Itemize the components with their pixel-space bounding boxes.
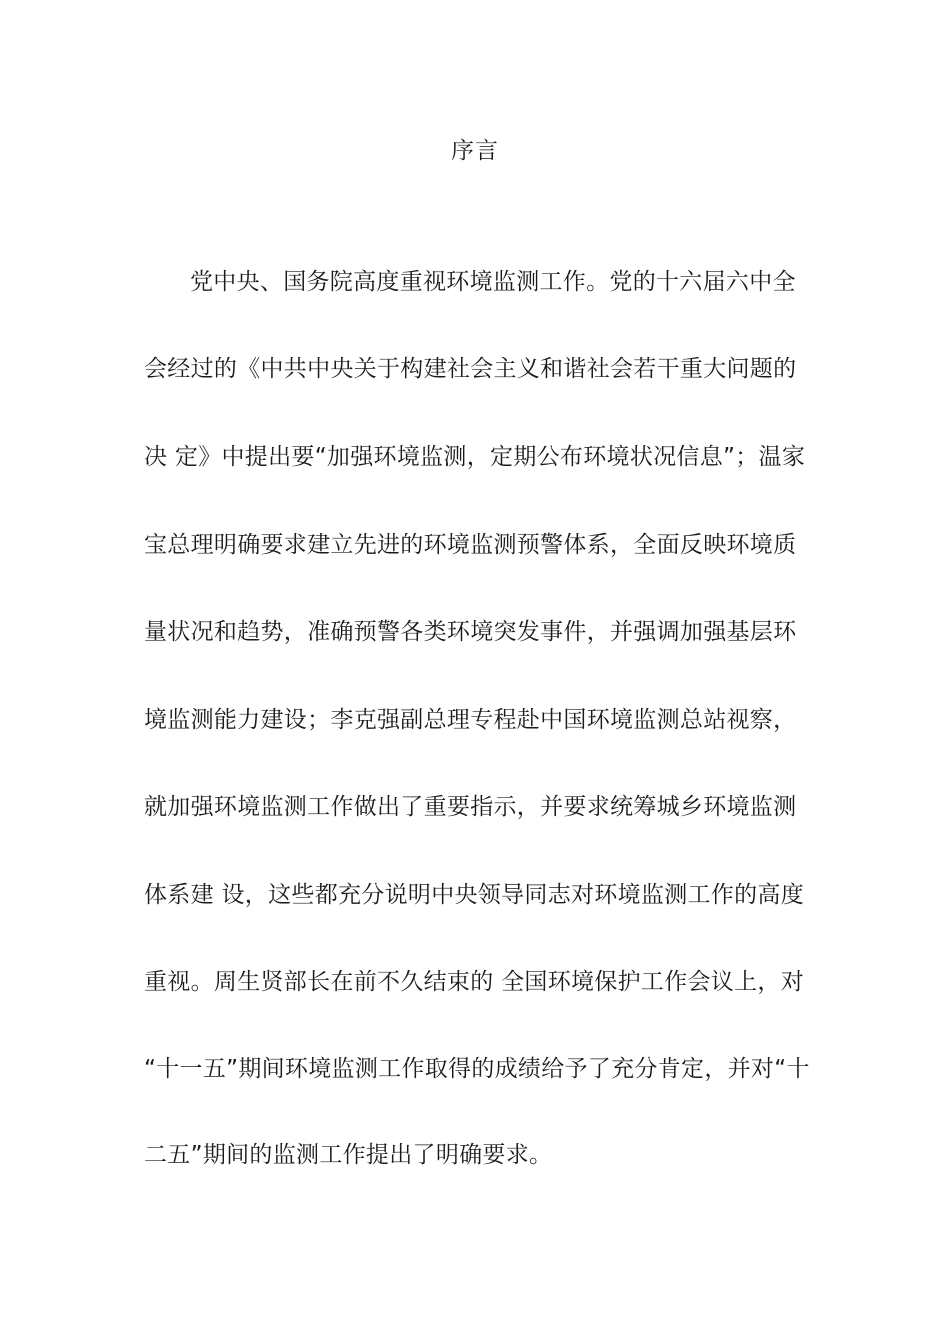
paragraph-line: 重视。周生贤部长在前不久结束的 全国环境保护工作会议上，对 — [144, 969, 805, 995]
paragraph-line: 决 定》中提出要“加强环境监测，定期公布环境状况信息”；温家 — [144, 444, 806, 470]
paragraph-line: 二五”期间的监测工作提出了明确要求。 — [144, 1142, 553, 1168]
paragraph-line: 境监测能力建设；李克强副总理专程赴中国环境监测总站视察， — [144, 707, 797, 733]
paragraph-line: 量状况和趋势，准确预警各类环境突发事件，并强调加强基层环 — [144, 619, 797, 645]
page-title: 序言 — [451, 138, 499, 164]
paragraph-line: 会经过的《中共中央关于构建社会主义和谐社会若干重大问题的 — [144, 356, 797, 382]
paragraph-line: “十一五”期间环境监测工作取得的成绩给予了充分肯定，并对“十 — [144, 1056, 810, 1082]
paragraph-line: 就加强环境监测工作做出了重要指示，并要求统筹城乡环境监测 — [144, 794, 797, 820]
paragraph-line: 体系建 设，这些都充分说明中央领导同志对环境监测工作的高度 — [144, 882, 805, 908]
paragraph-line: 党中央、国务院高度重视环境监测工作。党的十六届六中全 — [190, 269, 796, 295]
paragraph-line: 宝总理明确要求建立先进的环境监测预警体系，全面反映环境质 — [144, 532, 797, 558]
